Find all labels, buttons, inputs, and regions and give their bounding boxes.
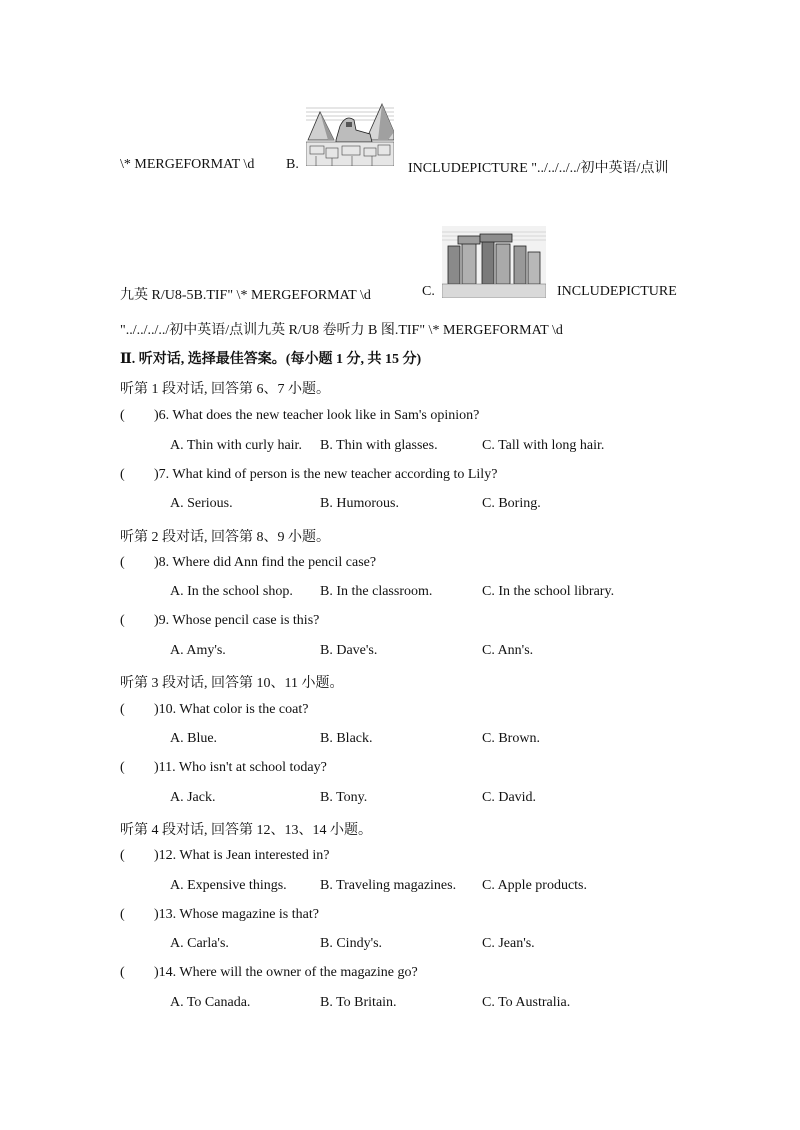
q13-option-b: B. Cindy's. [320, 936, 383, 951]
question-11 [120, 760, 327, 776]
field-code-path-1: 九英 R/U8-5B.TIF" \* MERGEFORMAT \d [120, 288, 371, 303]
stonehenge-image [442, 226, 546, 298]
pyramid-sphinx-image [306, 100, 394, 166]
pyramid-sphinx-icon [306, 100, 394, 166]
q12-option-c: C. Apple products. [482, 878, 587, 893]
q7-option-c: C. Boring. [482, 496, 541, 511]
question-stem: )11. Who isn't at school today? [154, 760, 327, 775]
question-stem: )7. What kind of person is the new teacher according to Lily? [154, 467, 498, 482]
q8-option-c: C. In the school library. [482, 584, 615, 599]
answer-bracket[interactable]: ( [120, 613, 125, 628]
q11-option-b: B. Tony. [320, 790, 368, 805]
question-stem: )8. Where did Ann find the pencil case? [154, 555, 377, 570]
q9-option-a: A. Amy's. [170, 643, 226, 658]
answer-bracket[interactable]: ( [120, 907, 125, 922]
q12-option-b: B. Traveling magazines. [320, 878, 457, 893]
question-stem: )14. Where will the owner of the magazine go? [154, 965, 418, 980]
answer-bracket[interactable]: ( [120, 467, 125, 482]
q14-option-c: C. To Australia. [482, 995, 571, 1010]
answer-bracket[interactable]: ( [120, 408, 125, 423]
q11-option-a: A. Jack. [170, 790, 216, 805]
q14-option-a: A. To Canada. [170, 995, 251, 1010]
field-code-includepicture-2: INCLUDEPICTURE [557, 284, 677, 299]
section-title: Ⅱ. 听对话, 选择最佳答案。(每小题 1 分, 共 15 分) [120, 352, 422, 367]
q6-option-c: C. Tall with long hair. [482, 438, 605, 453]
question-stem: )12. What is Jean interested in? [154, 848, 330, 863]
q6-option-b: B. Thin with glasses. [320, 438, 438, 453]
question-9 [120, 613, 319, 629]
q7-option-b: B. Humorous. [320, 496, 399, 511]
stonehenge-icon [442, 226, 546, 298]
question-8 [120, 555, 376, 571]
q13-option-a: A. Carla's. [170, 936, 229, 951]
q7-option-a: A. Serious. [170, 496, 233, 511]
answer-bracket[interactable]: ( [120, 848, 125, 863]
q10-option-a: A. Blue. [170, 731, 218, 746]
question-14 [120, 965, 418, 981]
group-3-instruction: 听第 3 段对话, 回答第 10、11 小题。 [120, 676, 344, 691]
answer-bracket[interactable]: ( [120, 702, 125, 717]
q9-option-b: B. Dave's. [320, 643, 378, 658]
question-10 [120, 702, 308, 718]
q14-option-b: B. To Britain. [320, 995, 397, 1010]
question-stem: )13. Whose magazine is that? [154, 907, 319, 922]
question-13 [120, 907, 319, 923]
q6-option-a: A. Thin with curly hair. [170, 438, 302, 453]
answer-bracket[interactable]: ( [120, 555, 125, 570]
q10-option-b: B. Black. [320, 731, 373, 746]
field-code-includepicture-1: INCLUDEPICTURE "../../../../初中英语/点训 [408, 161, 669, 176]
q13-option-c: C. Jean's. [482, 936, 535, 951]
group-1-instruction: 听第 1 段对话, 回答第 6、7 小题。 [120, 382, 330, 397]
q8-option-a: A. In the school shop. [170, 584, 293, 599]
field-code-path-2: "../../../../初中英语/点训九英 R/U8 卷听力 B 图.TIF" \* MERGEFORMAT \d [120, 323, 563, 338]
group-4-instruction: 听第 4 段对话, 回答第 12、13、14 小题。 [120, 823, 372, 838]
field-code-mergeformat-1: \* MERGEFORMAT \d [120, 157, 255, 172]
question-stem: )9. Whose pencil case is this? [154, 613, 320, 628]
group-2-instruction: 听第 2 段对话, 回答第 8、9 小题。 [120, 530, 330, 545]
q11-option-c: C. David. [482, 790, 537, 805]
question-stem: )10. What color is the coat? [154, 702, 309, 717]
q9-option-c: C. Ann's. [482, 643, 534, 658]
question-stem: )6. What does the new teacher look like in Sam's opinion? [154, 408, 480, 423]
answer-bracket[interactable]: ( [120, 760, 125, 775]
question-12 [120, 848, 329, 864]
question-6 [120, 408, 479, 424]
q8-option-b: B. In the classroom. [320, 584, 433, 599]
q10-option-c: C. Brown. [482, 731, 540, 746]
option-c-label: C. [422, 284, 435, 299]
q12-option-a: A. Expensive things. [170, 878, 287, 893]
option-b-label: B. [286, 157, 299, 172]
answer-bracket[interactable]: ( [120, 965, 125, 980]
question-7 [120, 467, 497, 483]
